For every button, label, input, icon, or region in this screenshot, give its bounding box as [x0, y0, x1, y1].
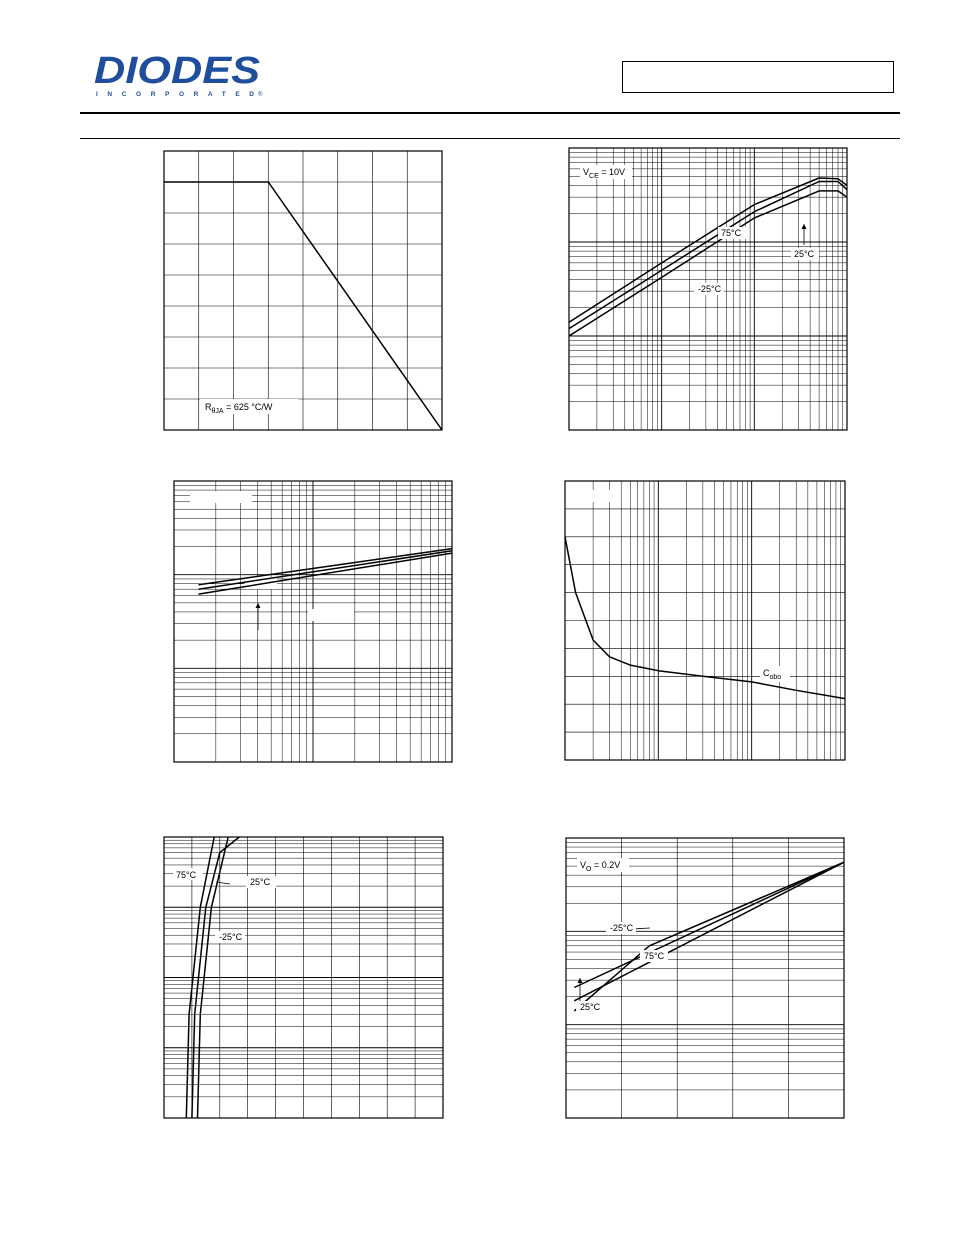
grid	[164, 151, 442, 430]
logo-subtext: INCORPORATED	[96, 91, 255, 98]
annotation-text: -25°C	[698, 284, 722, 294]
annotation-label	[610, 923, 634, 933]
annotation-subscript: θJA	[211, 408, 224, 415]
annotation-text: 75°C	[176, 870, 197, 880]
annotation-label	[794, 249, 815, 259]
series-line-2	[199, 553, 453, 594]
series-line-2	[574, 862, 844, 1011]
series-line-2	[569, 191, 847, 336]
chart-vce_sat	[174, 481, 452, 762]
annotation-text: V	[580, 860, 587, 870]
annotation-text: 25°C	[580, 1002, 601, 1012]
annotation-tail: = 0.2V	[591, 860, 621, 870]
annotation-tail: = 625 °C/W	[223, 402, 273, 412]
arrow-head	[578, 978, 583, 983]
chart-vi_on	[164, 837, 443, 1118]
logo-registered-mark: ®	[258, 92, 263, 98]
chart-vi_off	[566, 838, 844, 1118]
annotation-label	[176, 870, 197, 880]
annotation-text: 75°C	[644, 951, 665, 961]
grid	[174, 481, 452, 762]
chart-derating	[164, 151, 442, 430]
annotation-text: V	[583, 167, 590, 177]
logo-text: DIODES	[94, 50, 260, 92]
series-line-1	[199, 551, 453, 589]
arrow-head	[256, 603, 261, 608]
chart-hfe_vs_ic	[569, 148, 847, 430]
arrow-head	[802, 224, 807, 229]
annotation-subscript: obo	[769, 674, 782, 681]
annotation-label	[644, 951, 665, 961]
annotation-text: R	[205, 402, 212, 412]
leader-line	[216, 882, 230, 884]
annotation-subscript: O	[586, 866, 592, 873]
annotation-tail: = 10V	[598, 167, 626, 177]
series-line-0	[199, 549, 453, 585]
chart-capacitance	[565, 481, 845, 760]
label-blank	[245, 577, 277, 589]
label-blank	[575, 490, 617, 502]
label-blank	[308, 609, 354, 621]
annotation-text: 75°C	[721, 228, 742, 238]
annotation-label	[698, 284, 722, 294]
annotation-label	[580, 1002, 601, 1012]
annotation-text: C	[763, 668, 770, 678]
label-blank	[190, 491, 252, 503]
grid	[565, 481, 845, 760]
annotation-text: -25°C	[610, 923, 634, 933]
annotation-text: -25°C	[219, 932, 243, 942]
annotation-text: 25°C	[794, 249, 815, 259]
annotation-text: 25°C	[250, 877, 271, 887]
annotation-label	[219, 932, 243, 942]
annotation-label	[721, 228, 742, 238]
annotation-subscript: CE	[589, 173, 599, 180]
series-line-0	[565, 537, 845, 699]
annotation-label	[250, 877, 271, 887]
